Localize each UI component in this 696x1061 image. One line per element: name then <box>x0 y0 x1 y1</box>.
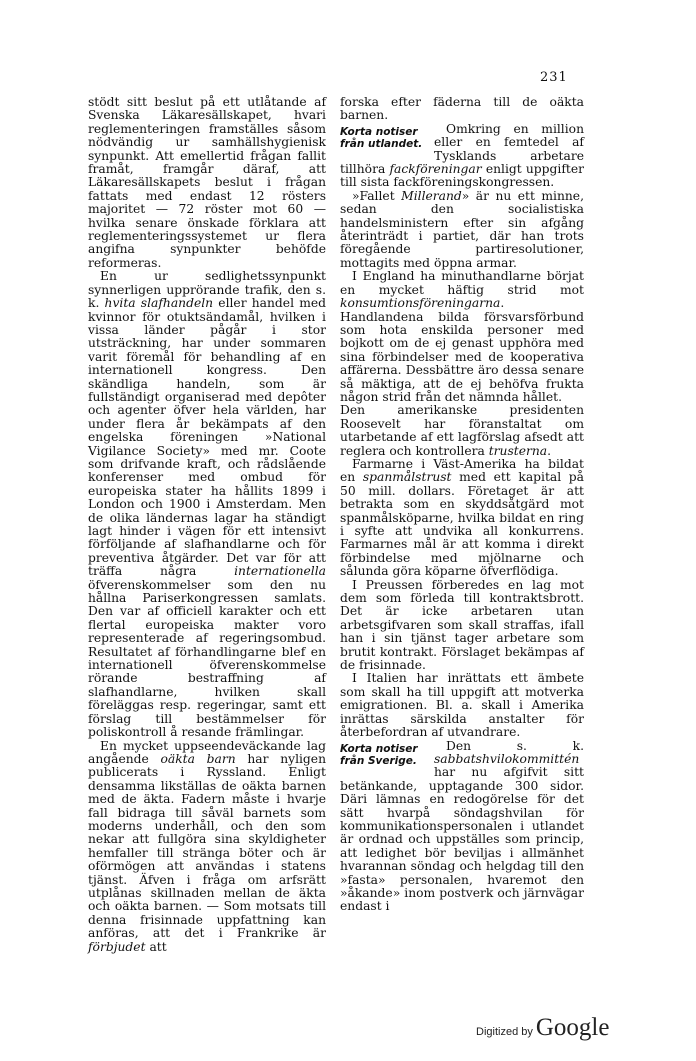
emphasis: internationella <box>234 564 326 579</box>
emphasis: Millerand <box>401 188 462 203</box>
right-column <box>340 96 584 914</box>
digitized-by-watermark <box>476 1014 609 1042</box>
emphasis: oäkta barn <box>160 751 236 766</box>
paragraph: Farmarne i Väst-Amerika ha bildat en spanmålstrust med ett kapital på 50 mill. dollars. Företaget är att betrakta som en skyddsåtgärd mot spanmålsköparne, hvilka bildat en ring i syfte att undvika all konkurrens. Farmarnes mål är att komma i direkt förbindelse med mjölnarne och sålunda göra köparne öfverflödiga. <box>340 456 584 579</box>
side-heading-utlandet: Korta notiser från utlandet. <box>340 125 423 150</box>
emphasis: hvita slafhandeln <box>104 296 214 311</box>
emphasis: sabbatshvilokommittén <box>434 751 580 766</box>
emphasis: spanmålstrust <box>362 470 452 485</box>
page-number: 231 <box>540 70 568 85</box>
paragraph: forska efter fäderna till de oäkta barnen. <box>340 95 584 123</box>
paragraph: stödt sitt beslut på ett utlåtande af Svenska Läkaresällskapet, hvari reglementeringen framställes såsom nödvändig ur samhällshygienisk synpunkt. Att emellertid frågan fallit framåt, framgår däraf, att Läkaresällskapets beslut i frågan fattats med endast 12 rösters majoritet — 72 röster mot 60 — hvilka senare önskade förklara att reglementeringssystemet ur flera angifna synpunkter behöfde reformeras. <box>88 95 326 270</box>
paragraph: I Preussen förberedes en lag mot dem som förleda till kontraktsbrott. Det är icke arbetaren utan arbetsgifvaren som skall straffas, ifall han i sin tjänst tager arbetare som brutit kontrakt. Förslaget bekämpas af de frisinnade. <box>340 577 584 673</box>
paragraph: I Italien har inrättats ett ämbete som skall ha till uppgift att motverka emigrationen. Bl. a. skall i Amerika inrättas särskilda anstalter för återbefordran af utvandrare. <box>340 671 584 740</box>
side-heading-sverige: Korta notiser från Sverige. <box>340 742 418 767</box>
paragraph: I England ha minuthandlarne börjat en mycket häftig strid mot konsumtionsföreningarna. Handlandena bilda försvarsförbund som hota enskilda personer med bojkott om de ej genast upphöra med sina förbindelser med de kooperativa affärerna. Dessbättre äro dessa senare så mäktiga, att de ej behöfva frukta någon strid från det nämnda hållet. <box>340 269 584 404</box>
paragraph: Den s. k. sabbatshvilokommittén har nu afgifvit sitt betänkande, upptagande 300 sidor. Däri lämnas en redogörelse för det sätt hvarpå söndagshvilan för kommunikationspersonalen i utlandet är ordnad och uppställes som princip, att ledighet bör beviljas i allmänhet hvarannan söndag och helgdag till den »fasta» personalen, hvaremot den »åkande» inom postverk och järnvägar endast i <box>340 738 584 914</box>
emphasis: fackföreningar <box>389 162 482 177</box>
emphasis: konsumtionsföreningarna <box>340 296 501 311</box>
google-logo: Google <box>535 1014 610 1041</box>
emphasis: trusterna <box>488 443 548 458</box>
emphasis: förbjudet <box>88 939 146 954</box>
paragraph: Omkring en million eller en femtedel af Tysklands arbetare tillhöra fackföreningar enligt uppgifter till sista fackföreningskongressen. <box>340 121 584 190</box>
paragraph: Den amerikanske presidenten Roosevelt har föranstaltat om utarbetande af ett lagförslag afsedt att reglera och kontrollera trusterna. <box>340 403 584 458</box>
paragraph: En mycket uppseendeväckande lag angående oäkta barn har nyligen publicerats i Ryssland. Enligt densamma likställas de oäkta barnen med de äkta. Fadern måste i hvarje fall bidraga till såväl barnets som moderns underhåll, och den som nekar att fullgöra sina skyldigheter hemfaller till stränga böter och är oförmögen att användas i statens tjänst. Äfven i fråga om arfsrätt utplånas skillnaden mellan de äkta och oäkta barnen. — Som motsats till denna frisinnade uppfattning kan anföras, att det i Frankrike är förbjudet att <box>88 738 326 954</box>
paragraph: En ur sedlighetssynpunkt synnerligen upprörande trafik, den s. k. hvita slafhandeln eller handel med kvinnor för otuktsändamål, hvilken i vissa länder pågår i stor utsträckning, har under sommaren varit föremål för behandling af en internationell kongress. Den skändliga handeln, som är fullständigt organiserad med depôter och agenter öfver hela världen, har under flera år bekämpats af den engelska föreningen »National Vigilance Society» med mr. Coote som drifvande kraft, och rådslående konferenser med ombud för europeiska stater ha hållits 1899 i London och 1900 i Amsterdam. Men de olika ländernas lagar ha ständigt lagt hinder i vägen för ett intensivt förföljande af slafhandlarne och för preventiva åtgärder. Det var för att träffa några internationella öfverenskommelser som den nu hållna Pariserkongressen samlats. Den var af officiell karakter och ett flertal europeiska makter voro representerade af regeringsombud. Resultatet af förhandlingarne blef en internationell öfverenskommelse rörande bestraffning af slafhandlarne, hvilken skall föreläggas resp. regeringar, samt ett förslag till bestämmelser för poliskontroll å resande främlingar. <box>88 269 327 740</box>
left-column <box>88 96 326 954</box>
digitized-by-text: Digitized by <box>476 1026 533 1038</box>
paragraph: »Fallet Millerand» är nu ett minne, sedan den socialistiska handelsministern efter sin afgång återinträdt i partiet, där han trots föregående partiresolutioner, mottagits med öppna armar. <box>340 188 584 270</box>
